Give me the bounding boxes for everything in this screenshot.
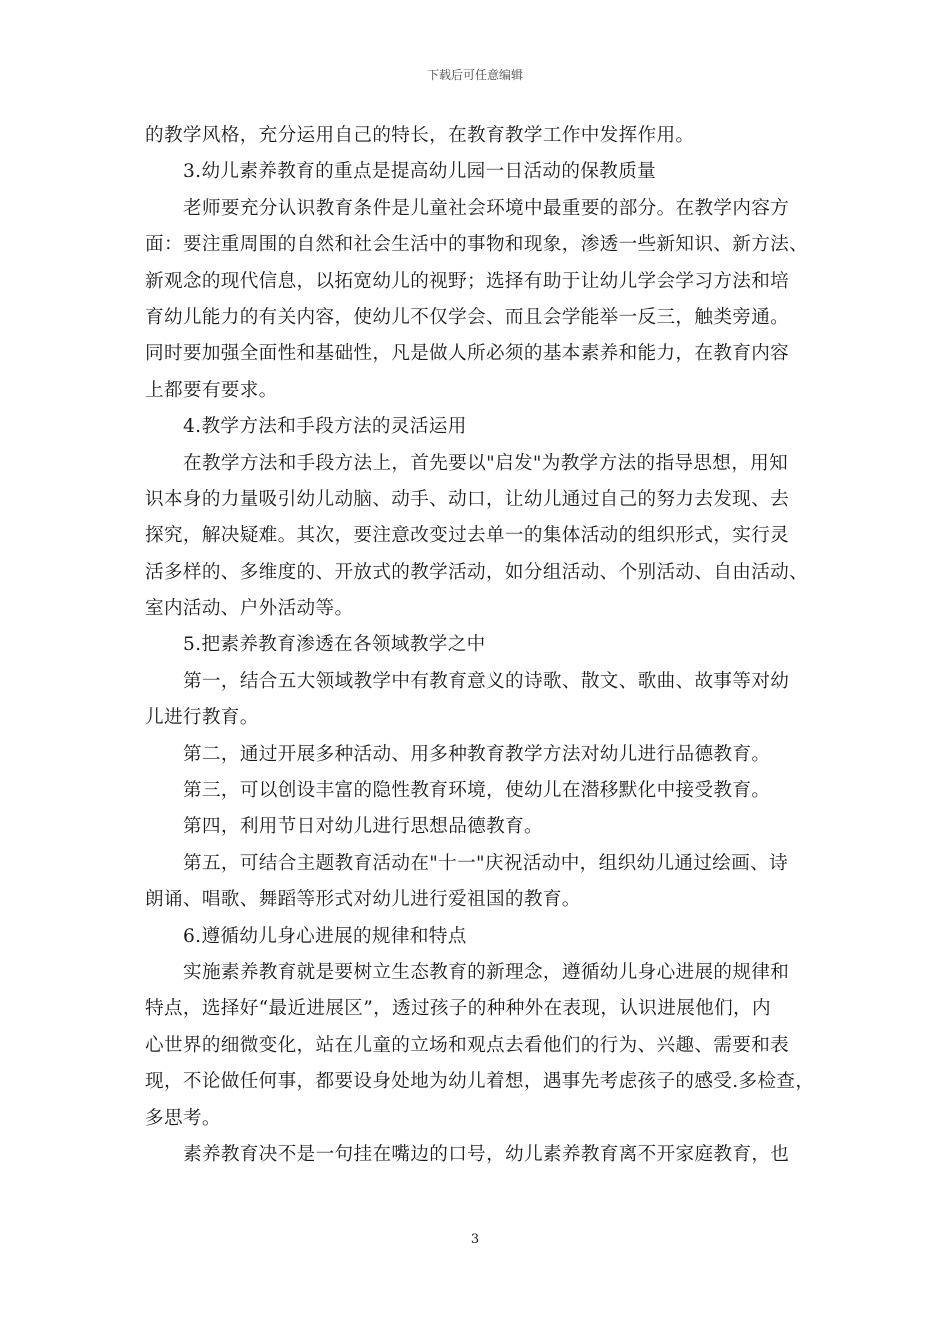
text-line: 特点，选择好“最近进展区”，透过孩子的种种外在表现，认识进展他们，内 xyxy=(145,998,771,1020)
text-line: 儿进行教育。 xyxy=(145,707,259,729)
text-line: 在教学方法和手段方法上，首先要以"启发"为教学方法的指导思想，用知 xyxy=(183,452,789,474)
text-line: 5.把素养教育渗透在各领域教学之中 xyxy=(183,634,486,656)
text-line: 同时要加强全面性和基础性，凡是做人所必须的基本素养和能力，在教育内容 xyxy=(145,343,790,365)
text-line: 现，不论做任何事，都要设身处地为幼儿着想，遇事先考虑孩子的感受.多检查， xyxy=(145,1071,815,1093)
page-number: 3 xyxy=(470,1232,480,1247)
text-line: 朗诵、唱歌、舞蹈等形式对幼儿进行爱祖国的教育。 xyxy=(145,889,581,911)
text-line: 老师要充分认识教育条件是儿童社会环境中最重要的部分。在教学内容方 xyxy=(183,197,790,219)
text-line: 4.教学方法和手段方法的灵活运用 xyxy=(183,416,467,438)
text-line: 活多样的、多维度的、开放式的教学活动，如分组活动、个别活动、自由活动、 xyxy=(145,561,809,583)
document-body xyxy=(145,118,821,1173)
text-line: 上都要有要求。 xyxy=(145,379,278,401)
text-line: 心世界的细微变化，站在儿童的立场和观点去看他们的行为、兴趣、需要和表 xyxy=(145,1034,790,1056)
text-line: 识本身的力量吸引幼儿动脑、动手、动口，让幼儿通过自己的努力去发现、去 xyxy=(145,488,790,510)
page-header: 下载后可任意编辑 xyxy=(426,68,523,82)
text-line: 3.幼儿素养教育的重点是提高幼儿园一日活动的保教质量 xyxy=(183,161,657,183)
text-line: 多思考。 xyxy=(145,1107,221,1129)
text-line: 6.遵循幼儿身心进展的规律和特点 xyxy=(183,925,467,947)
text-line: 第二，通过开展多种活动、用多种教育教学方法对幼儿进行品德教育。 xyxy=(183,743,771,765)
text-line: 实施素养教育就是要树立生态教育的新理念，遵循幼儿身心进展的规律和 xyxy=(183,961,790,983)
text-line: 探究，解决疑难。其次，要注意改变过去单一的集体活动的组织形式，实行灵 xyxy=(145,525,790,547)
text-line: 第五，可结合主题教育活动在"十一"庆祝活动中，组织幼儿通过绘画、诗 xyxy=(183,852,789,874)
text-line: 面：要注重周围的自然和社会生活中的事物和现象，渗透一些新知识、新方法、 xyxy=(145,234,809,256)
text-line: 第三，可以创设丰富的隐性教育环境，使幼儿在潜移默化中接受教育。 xyxy=(183,780,771,802)
text-line: 新观念的现代信息，以拓宽幼儿的视野；选择有助于让幼儿学会学习方法和培 xyxy=(145,270,790,292)
text-line: 室内活动、户外活动等。 xyxy=(145,598,354,620)
text-line: 第一，结合五大领域教学中有教育意义的诗歌、散文、歌曲、故事等对幼 xyxy=(183,670,790,692)
text-line: 育幼儿能力的有关内容，使幼儿不仅学会、而且会学能举一反三，触类旁通。 xyxy=(145,306,790,328)
text-line: 第四，利用节日对幼儿进行思想品德教育。 xyxy=(183,816,543,838)
text-line: 的教学风格，充分运用自己的特长，在教育教学工作中发挥作用。 xyxy=(145,125,695,146)
text-line: 素养教育决不是一句挂在嘴边的口号，幼儿素养教育离不开家庭教育，也 xyxy=(183,1143,790,1165)
